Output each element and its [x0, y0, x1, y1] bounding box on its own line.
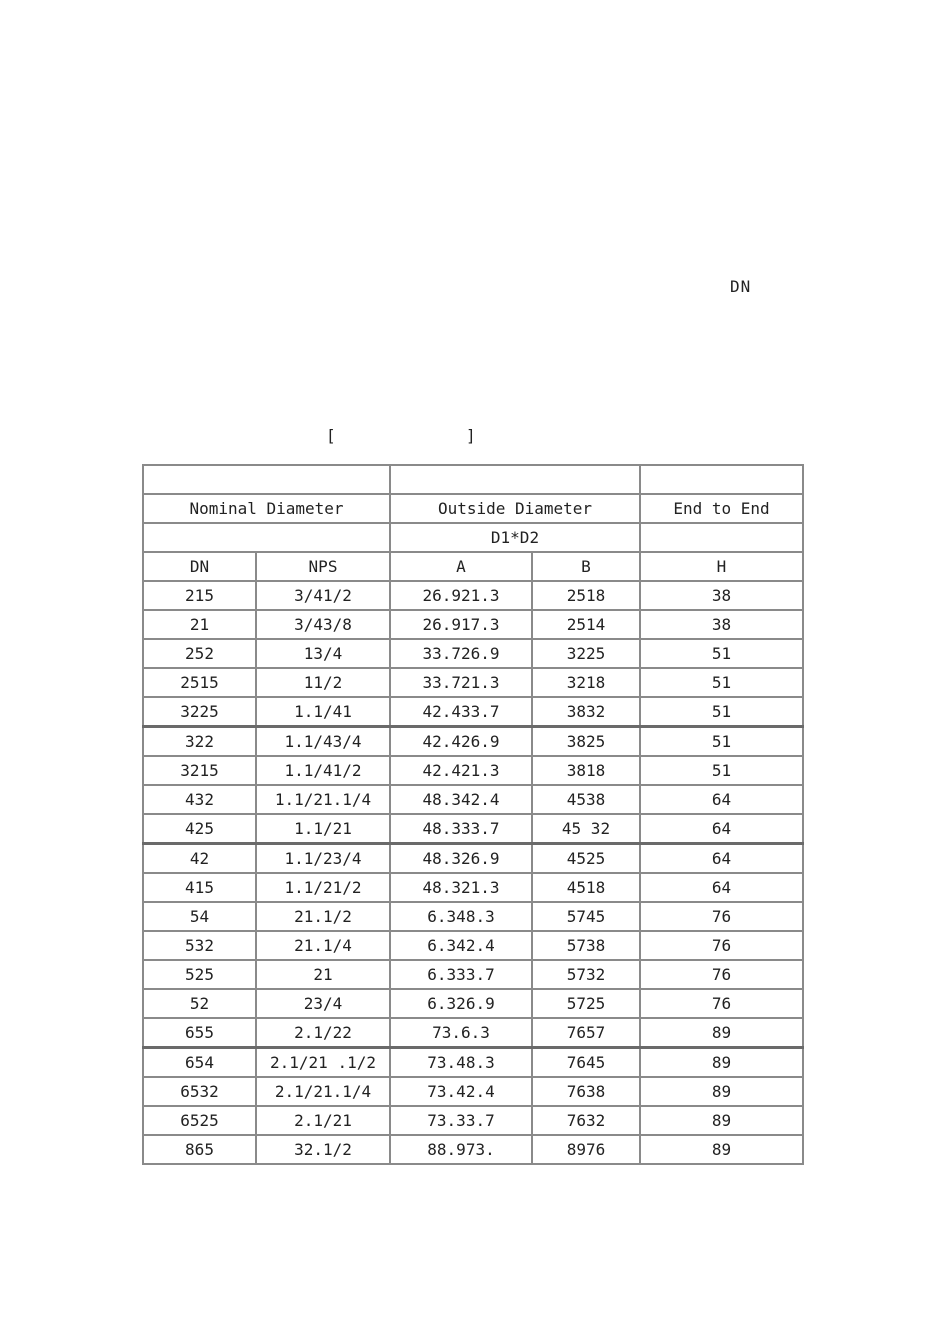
cell-a: 88.973.	[390, 1135, 532, 1164]
table-row	[143, 902, 803, 931]
cell-dn: 655	[143, 1018, 256, 1048]
cell-a: 42.421.3	[390, 756, 532, 785]
cell-a: 33.721.3	[390, 668, 532, 697]
cell-dn: 654	[143, 1048, 256, 1078]
cell-a: 6.342.4	[390, 931, 532, 960]
cell-h: 51	[640, 756, 803, 785]
cell-a: 26.917.3	[390, 610, 532, 639]
cell-h: 89	[640, 1048, 803, 1078]
header-a: A	[390, 552, 532, 581]
cell-dn: 42	[143, 844, 256, 874]
cell-b: 7632	[532, 1106, 640, 1135]
cell-nps: 1.1/21.1/4	[256, 785, 390, 814]
table-row	[143, 960, 803, 989]
cell-nps: 1.1/21	[256, 814, 390, 844]
cell-nps: 2.1/22	[256, 1018, 390, 1048]
cell-dn: 532	[143, 931, 256, 960]
cell-b: 5745	[532, 902, 640, 931]
cell-a: 42.433.7	[390, 697, 532, 727]
cell-b: 4538	[532, 785, 640, 814]
cell-b: 8976	[532, 1135, 640, 1164]
table-row	[143, 756, 803, 785]
header-h: H	[640, 552, 803, 581]
table-row	[143, 610, 803, 639]
header-end-cn	[640, 465, 803, 494]
cell-b: 4525	[532, 844, 640, 874]
paragraph-line-4-end: DN	[730, 277, 752, 296]
cell-h: 51	[640, 639, 803, 668]
cell-h: 38	[640, 610, 803, 639]
table-row	[143, 1018, 803, 1048]
header-outside-diameter: Outside Diameter	[390, 494, 640, 523]
cell-dn: 425	[143, 814, 256, 844]
cell-a: 6.333.7	[390, 960, 532, 989]
table-row	[143, 581, 803, 610]
table-caption-2-end: ]	[466, 426, 477, 445]
table-row	[143, 785, 803, 814]
cell-a: 42.426.9	[390, 727, 532, 757]
header-empty-right	[640, 523, 803, 552]
table-row	[143, 1048, 803, 1078]
cell-nps: 21	[256, 960, 390, 989]
table-row	[143, 844, 803, 874]
table-row	[143, 931, 803, 960]
cell-nps: 2.1/21 .1/2	[256, 1048, 390, 1078]
cell-nps: 1.1/41	[256, 697, 390, 727]
paragraph-line-3-end	[748, 227, 769, 246]
table-row	[143, 697, 803, 727]
cell-dn: 525	[143, 960, 256, 989]
cell-nps: 1.1/43/4	[256, 727, 390, 757]
cell-a: 48.321.3	[390, 873, 532, 902]
cell-a: 6.326.9	[390, 989, 532, 1018]
cell-h: 89	[640, 1106, 803, 1135]
cell-nps: 1.1/41/2	[256, 756, 390, 785]
cell-a: 73.6.3	[390, 1018, 532, 1048]
cell-b: 2514	[532, 610, 640, 639]
cell-nps: 3/41/2	[256, 581, 390, 610]
cell-dn: 6525	[143, 1106, 256, 1135]
cell-nps: 11/2	[256, 668, 390, 697]
header-row-3	[143, 523, 803, 552]
table-row	[143, 727, 803, 757]
cell-a: 6.348.3	[390, 902, 532, 931]
cell-h: 51	[640, 668, 803, 697]
header-end-to-end: End to End	[640, 494, 803, 523]
cell-h: 76	[640, 931, 803, 960]
cell-h: 64	[640, 814, 803, 844]
cell-b: 3832	[532, 697, 640, 727]
cell-b: 3825	[532, 727, 640, 757]
header-nps: NPS	[256, 552, 390, 581]
table-row	[143, 639, 803, 668]
header-nominal-diameter: Nominal Diameter	[143, 494, 390, 523]
header-dn: DN	[143, 552, 256, 581]
cell-nps: 13/4	[256, 639, 390, 668]
table-row	[143, 873, 803, 902]
paragraph-line-4	[145, 277, 209, 296]
cell-b: 7645	[532, 1048, 640, 1078]
cell-dn: 215	[143, 581, 256, 610]
cell-b: 5738	[532, 931, 640, 960]
table-row	[143, 1135, 803, 1164]
cell-h: 64	[640, 844, 803, 874]
cell-h: 51	[640, 697, 803, 727]
cell-b: 5732	[532, 960, 640, 989]
cell-b: 3818	[532, 756, 640, 785]
cell-b: 2518	[532, 581, 640, 610]
cell-h: 89	[640, 1135, 803, 1164]
cell-h: 64	[640, 785, 803, 814]
header-empty-left	[143, 523, 390, 552]
cell-nps: 1.1/23/4	[256, 844, 390, 874]
cell-b: 7638	[532, 1077, 640, 1106]
cell-h: 51	[640, 727, 803, 757]
cell-h: 38	[640, 581, 803, 610]
cell-dn: 415	[143, 873, 256, 902]
cell-a: 48.326.9	[390, 844, 532, 874]
cell-dn: 6532	[143, 1077, 256, 1106]
cell-nps: 3/43/8	[256, 610, 390, 639]
table-row	[143, 814, 803, 844]
cell-b: 4518	[532, 873, 640, 902]
cell-h: 76	[640, 902, 803, 931]
cell-nps: 32.1/2	[256, 1135, 390, 1164]
header-nominal-cn	[143, 465, 390, 494]
table-caption-2-start: [	[326, 426, 337, 445]
reducer-dimension-table	[142, 464, 804, 1165]
cell-nps: 1.1/21/2	[256, 873, 390, 902]
cell-dn: 432	[143, 785, 256, 814]
cell-dn: 52	[143, 989, 256, 1018]
cell-h: 76	[640, 989, 803, 1018]
cell-b: 45 32	[532, 814, 640, 844]
cell-nps: 21.1/2	[256, 902, 390, 931]
table-row	[143, 668, 803, 697]
cell-a: 33.726.9	[390, 639, 532, 668]
table-row	[143, 989, 803, 1018]
header-row-1	[143, 465, 803, 494]
cell-dn: 21	[143, 610, 256, 639]
cell-nps: 2.1/21.1/4	[256, 1077, 390, 1106]
header-outside-cn	[390, 465, 640, 494]
header-row-4	[143, 552, 803, 581]
cell-b: 7657	[532, 1018, 640, 1048]
cell-nps: 23/4	[256, 989, 390, 1018]
cell-h: 89	[640, 1077, 803, 1106]
cell-a: 73.33.7	[390, 1106, 532, 1135]
cell-dn: 865	[143, 1135, 256, 1164]
cell-h: 76	[640, 960, 803, 989]
cell-dn: 322	[143, 727, 256, 757]
cell-nps: 2.1/21	[256, 1106, 390, 1135]
cell-dn: 252	[143, 639, 256, 668]
cell-a: 26.921.3	[390, 581, 532, 610]
cell-a: 48.342.4	[390, 785, 532, 814]
cell-a: 73.42.4	[390, 1077, 532, 1106]
cell-b: 3218	[532, 668, 640, 697]
cell-nps: 21.1/4	[256, 931, 390, 960]
table-row	[143, 1077, 803, 1106]
cell-h: 64	[640, 873, 803, 902]
cell-b: 3225	[532, 639, 640, 668]
cell-a: 73.48.3	[390, 1048, 532, 1078]
cell-dn: 3225	[143, 697, 256, 727]
table-body	[143, 581, 803, 1164]
cell-dn: 54	[143, 902, 256, 931]
cell-h: 89	[640, 1018, 803, 1048]
cell-b: 5725	[532, 989, 640, 1018]
cell-a: 48.333.7	[390, 814, 532, 844]
header-row-2	[143, 494, 803, 523]
table-row	[143, 1106, 803, 1135]
cell-dn: 3215	[143, 756, 256, 785]
header-d1-d2: D1*D2	[390, 523, 640, 552]
header-b: B	[532, 552, 640, 581]
cell-dn: 2515	[143, 668, 256, 697]
